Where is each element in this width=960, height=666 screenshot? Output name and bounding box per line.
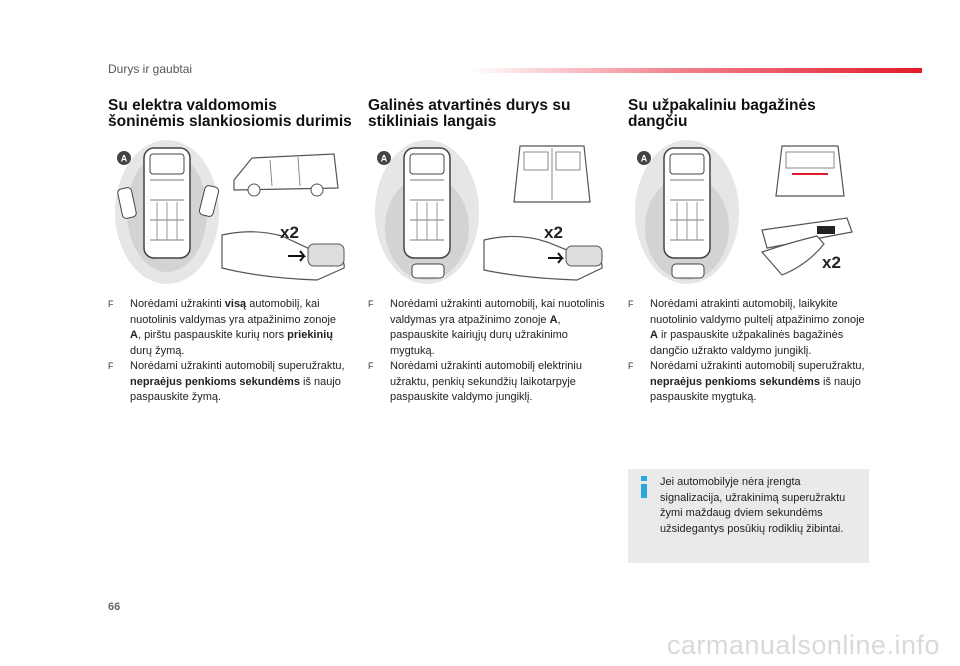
column-rear-doors [368, 98, 618, 130]
bullet-marker: F [108, 299, 114, 309]
bullet-marker: F [628, 299, 634, 309]
svg-text:A: A [640, 153, 648, 164]
bullet-list [368, 297, 608, 406]
title-line: Su užpakaliniu bagažinės [628, 97, 816, 114]
tailgate-illustration [632, 140, 872, 290]
watermark: carmanualsonline.info [666, 630, 940, 660]
title-line: dangčiu [628, 113, 688, 130]
press-twice-label: x2 [822, 253, 841, 272]
van-side-icon [234, 154, 338, 196]
title-line: Galinės atvartinės durys su [368, 97, 571, 114]
column-title [108, 98, 358, 130]
list-item: F Norėdami atrakinti automobilį, laikykite nuotolinio valdymo pultelį atpažinimo zonoje A ir paspauskite užpakalinės bagažinės dangčio užrakto valdymo jungiklį. [628, 298, 865, 357]
van-rear-icon [514, 146, 590, 202]
bullet-marker: F [108, 361, 114, 371]
bullet-list [628, 297, 868, 406]
van-rear-tailgate-icon [776, 146, 844, 196]
bullet-marker: F [368, 361, 374, 371]
list-item: F Norėdami užrakinti automobilį superužraktu, nepraėjus penkioms sekundėms iš naujo paspauskite mygtuką. [628, 360, 865, 403]
info-text: Jei automobilyje nėra įrengta signalizacija, užrakinimą superužraktu žymi maždaug dviem sekundėms užsidegantys posūkių rodiklių žibintai. [660, 476, 846, 535]
bullet-marker: F [628, 361, 634, 371]
column-title [628, 98, 878, 130]
list-item: F Norėdami užrakinti automobilį elektriniu užraktu, penkių sekundžių laikotarpyje paspauskite valdymo jungiklį. [368, 360, 582, 403]
press-twice-label: x2 [280, 223, 299, 242]
section-title: Durys ir gaubtai [108, 62, 193, 76]
door-handle-hand-icon [484, 236, 602, 280]
list-item: F Norėdami užrakinti automobilį, kai nuotolinis valdymas yra atpažinimo zonoje A, paspauskite kairiųjų durų užrakinimo mygtuką. [368, 298, 605, 357]
svg-text:A: A [120, 153, 128, 164]
rear-door-illustration [372, 140, 612, 290]
bullet-marker: F [368, 299, 374, 309]
info-icon [637, 476, 651, 498]
column-title [368, 98, 618, 130]
bullet-list [108, 297, 348, 406]
remote-key-icon [412, 264, 444, 278]
list-item: F Norėdami užrakinti automobilį superužraktu, nepraėjus penkioms sekundėms iš naujo paspauskite žymą. [108, 360, 345, 403]
side-door-illustration [112, 140, 352, 290]
header-accent-bar [470, 68, 922, 73]
page-number: 66 [108, 601, 121, 613]
info-note [628, 469, 869, 563]
title-line: Su elektra valdomomis [108, 97, 277, 114]
column-side-doors [108, 98, 358, 130]
column-tailgate [628, 98, 878, 130]
title-line: šoninėmis slankiosiomis durimis [108, 113, 352, 130]
list-item: F Norėdami užrakinti visą automobilį, kai nuotolinis valdymas yra atpažinimo zonoje A, pirštu paspauskite kurių nors priekinių durų žymą. [108, 298, 337, 357]
title-line: stikliniais langais [368, 113, 497, 130]
remote-key-icon [672, 264, 704, 278]
press-twice-label: x2 [544, 223, 563, 242]
svg-text:A: A [380, 153, 388, 164]
